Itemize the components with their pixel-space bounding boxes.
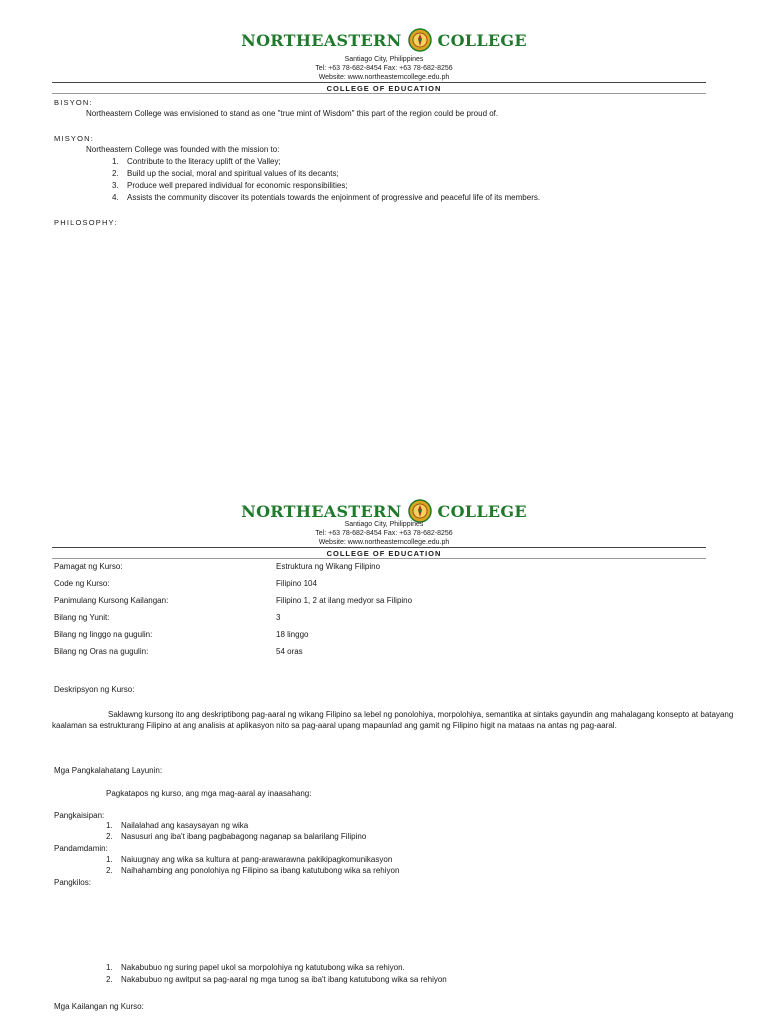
requirements-label: Mga Kailangan ng Kurso: xyxy=(54,1002,144,1011)
mission-item: Assists the community discover its potentials towards the enjoinment of progressive and peaceful life of its members. xyxy=(127,193,541,202)
description-text: Saklawng kursong ito ang deskriptibong pag-aaral ng wikang Filipino sa lebel ng ponolohiya, morpolohiya, semantika at sintaks gayundin ang mahalagang konsepto at batayang kaalaman sa estrukturang Filipino at ang analisis at aplikasyon nito sa pag-aaral upang mapaunlad ang gamit ng Filipino higit na mataas na antas ng pag-aaral. xyxy=(52,710,734,730)
brand-name-left: NORTHEASTERN xyxy=(241,30,402,50)
header-rule-thin xyxy=(52,93,706,94)
course-info-value: Filipino 1, 2 at ilang medyor sa Filipino xyxy=(276,596,413,605)
college-logo xyxy=(0,28,768,56)
brand-name-right: COLLEGE xyxy=(437,30,527,50)
course-info-label: Pamagat ng Kurso: xyxy=(54,562,123,571)
header-rule xyxy=(52,547,706,548)
department-title: COLLEGE OF EDUCATION xyxy=(326,84,442,93)
list-number: 2. xyxy=(106,866,113,875)
psychomotor-item: Nakabubuo ng awitput sa pag-aaral ng mga tunog sa iba't ibang katutubong wika sa rehiyon xyxy=(121,975,447,984)
description-label: Deskripsyon ng Kurso: xyxy=(54,685,135,694)
address: Santiago City, Philippines xyxy=(344,56,424,63)
list-number: 1. xyxy=(112,157,119,166)
vision-label: BISYON: xyxy=(54,98,93,107)
list-number: 1. xyxy=(106,821,113,830)
list-number: 3. xyxy=(112,181,119,190)
header-rule-thin xyxy=(52,558,706,559)
course-info-value: 54 oras xyxy=(276,647,303,656)
mission-item: Build up the social, moral and spiritual values of its decants; xyxy=(127,169,339,178)
mission-intro: Northeastern College was founded with the mission to: xyxy=(86,145,280,154)
address: Santiago City, Philippines xyxy=(344,521,424,528)
course-info-value: Filipino 104 xyxy=(276,579,317,588)
affective-label: Pandamdamin: xyxy=(54,844,108,853)
course-info-label: Bilang ng Oras na gugulin: xyxy=(54,647,149,656)
objectives-label: Mga Pangkalahatang Layunin: xyxy=(54,766,163,775)
course-info-label: Panimulang Kursong Kailangan: xyxy=(54,596,169,605)
website: Website: www.northeasterncollege.edu.ph xyxy=(318,539,450,546)
list-number: 4. xyxy=(112,193,119,202)
psychomotor-item: Nakabubuo ng suring papel ukol sa morpolohiya ng katutubong wika sa rehiyon. xyxy=(121,963,405,972)
header-rule xyxy=(52,82,706,83)
mission-label: MISYON: xyxy=(54,134,95,143)
course-info-label: Bilang ng linggo na gugulin: xyxy=(54,630,153,639)
course-info-label: Code ng Kurso: xyxy=(54,579,110,588)
mission-item: Contribute to the literacy uplift of the Valley; xyxy=(127,157,281,166)
course-info-value: 3 xyxy=(276,613,281,622)
vision-text: Northeastern College was envisioned to stand as one "true mint of Wisdom" this part of the region could be proud of. xyxy=(86,109,499,118)
brand-name-right: COLLEGE xyxy=(437,501,527,521)
course-info-value: Estruktura ng Wikang Filipino xyxy=(276,562,381,571)
philosophy-label: PHILOSOPHY: xyxy=(54,218,118,227)
contact-numbers: Tel: +63 78-682-8454 Fax: +63 78-682-8256 xyxy=(315,530,453,537)
department-title: COLLEGE OF EDUCATION xyxy=(326,549,442,558)
list-number: 2. xyxy=(106,975,113,984)
cognitive-item: Nailalahad ang kasaysayan ng wika xyxy=(121,821,249,830)
course-info-value: 18 linggo xyxy=(276,630,309,639)
list-number: 1. xyxy=(106,855,113,864)
list-number: 2. xyxy=(106,832,113,841)
affective-item: Naiuugnay ang wika sa kultura at pang-arawarawna pakikipagkomunikasyon xyxy=(121,855,393,864)
affective-item: Naihahambing ang ponolohiya ng Filipino sa ibang katutubong wika sa rehiyon xyxy=(121,866,400,875)
brand-name-left: NORTHEASTERN xyxy=(241,501,402,521)
contact-numbers: Tel: +63 78-682-8454 Fax: +63 78-682-8256 xyxy=(315,65,453,72)
list-number: 1. xyxy=(106,963,113,972)
course-info-label: Bilang ng Yunit: xyxy=(54,613,110,622)
objectives-intro: Pagkatapos ng kurso, ang mga mag-aaral ay inaasahang: xyxy=(106,789,312,798)
mission-item: Produce well prepared individual for economic responsibilities; xyxy=(127,181,348,190)
cognitive-label: Pangkaisipan: xyxy=(54,811,105,820)
psychomotor-label: Pangkilos: xyxy=(54,878,91,887)
list-number: 2. xyxy=(112,169,119,178)
website: Website: www.northeasterncollege.edu.ph xyxy=(318,74,450,81)
college-seal-icon xyxy=(408,28,432,52)
cognitive-item: Nasusuri ang iba't ibang pagbabagong naganap sa balarilang Filipino xyxy=(121,832,367,841)
